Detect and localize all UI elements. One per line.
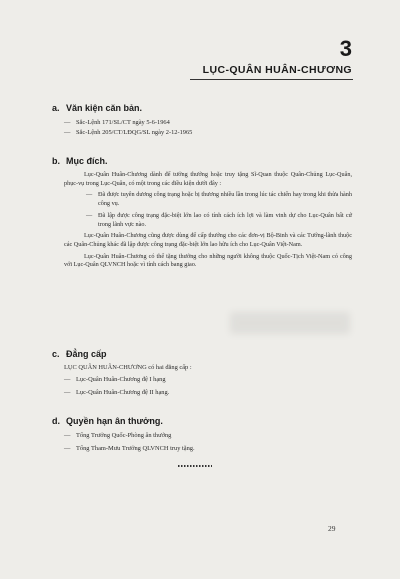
- section-d-title: Quyền hạn ân thưởng.: [66, 416, 163, 426]
- list-item: — Lục-Quân Huân-Chương đệ II hạng.: [64, 388, 352, 398]
- list-item: — Sắc-Lệnh 171/SL/CT ngày 5-6-1964: [64, 118, 352, 128]
- section-b: [52, 156, 352, 270]
- section-d-list: [52, 431, 352, 454]
- chapter-title: LỤC-QUÂN HUÂN-CHƯƠNG: [202, 64, 352, 76]
- section-c-title: Đẳng cấp: [66, 349, 107, 359]
- section-separator: [178, 465, 212, 467]
- list-item: — Đã lập được công trạng đặc-biệt lớn lao có tính cách ích lợi và làm vinh dự cho Lục-Quân bất cứ trong lãnh vực nào.: [64, 212, 352, 229]
- section-b-intro: Lục-Quân Huân-Chương dành để tưởng thưởng hoặc truy tặng Sĩ-Quan thuộc Quân-Chủng Lục-Quân, phục-vụ trong Lục-Quân, có một trong các điều kiện dưới đây :: [64, 171, 352, 187]
- section-a-list: [52, 118, 352, 138]
- section-b-body: [52, 171, 352, 270]
- section-b-paragraph-2: Lục-Quân Huân-Chương cũng được dùng để cấp thưởng cho các đơn-vị Bộ-Binh và các Tướng-lãnh thuộc các Quân-Chủng khác đã lập được công trạng đặc-biệt lớn lao hữu ích cho Lục-Quân Việt-Nam.: [64, 232, 352, 248]
- list-item: — Đã được tuyên dương công trạng hoặc bị thương nhiều lần trong lúc tác chiến hay trong khi thừa hành công vụ.: [64, 191, 352, 208]
- chapter-number: 3: [339, 36, 352, 61]
- section-c-letter: c.: [52, 349, 60, 359]
- section-d: [52, 416, 352, 454]
- section-c-body: [52, 363, 352, 398]
- section-b-heading: [52, 156, 352, 166]
- show-through-smudge: [230, 312, 350, 334]
- section-a-heading: [52, 103, 352, 113]
- section-c: [52, 349, 352, 398]
- section-c-list: [64, 375, 352, 398]
- section-b-paragraph-3: Lục-Quân Huân-Chương có thể tặng thưởng cho những người không thuộc Quốc-Tịch Việt-Nam có công với Lục-Quân QLVNCH hoặc vì tính cách bang giao.: [64, 252, 352, 269]
- section-a-letter: a.: [52, 103, 60, 113]
- section-b-title: Mục đích.: [66, 156, 108, 166]
- page-number: 29: [328, 524, 336, 533]
- title-underline: [190, 79, 353, 80]
- section-a: [52, 103, 352, 138]
- section-b-letter: b.: [52, 156, 60, 166]
- section-a-title: Văn kiện căn bản.: [66, 103, 143, 113]
- list-item: — Tổng Trưởng Quốc-Phòng ân thưởng: [64, 431, 352, 441]
- list-item: — Sắc-Lệnh 205/CT/LĐQG/SL ngày 2-12-1965: [64, 128, 352, 138]
- section-c-heading: [52, 349, 352, 359]
- list-item: — Lục-Quân Huân-Chương đệ I hạng: [64, 375, 352, 385]
- list-item: — Tổng Tham-Mưu Trưởng QLVNCH truy tặng.: [64, 444, 352, 454]
- section-d-letter: d.: [52, 416, 60, 426]
- section-d-heading: [52, 416, 352, 426]
- section-c-intro: LỤC QUÂN HUÂN-CHƯƠNG có hai đẳng cấp :: [64, 364, 192, 371]
